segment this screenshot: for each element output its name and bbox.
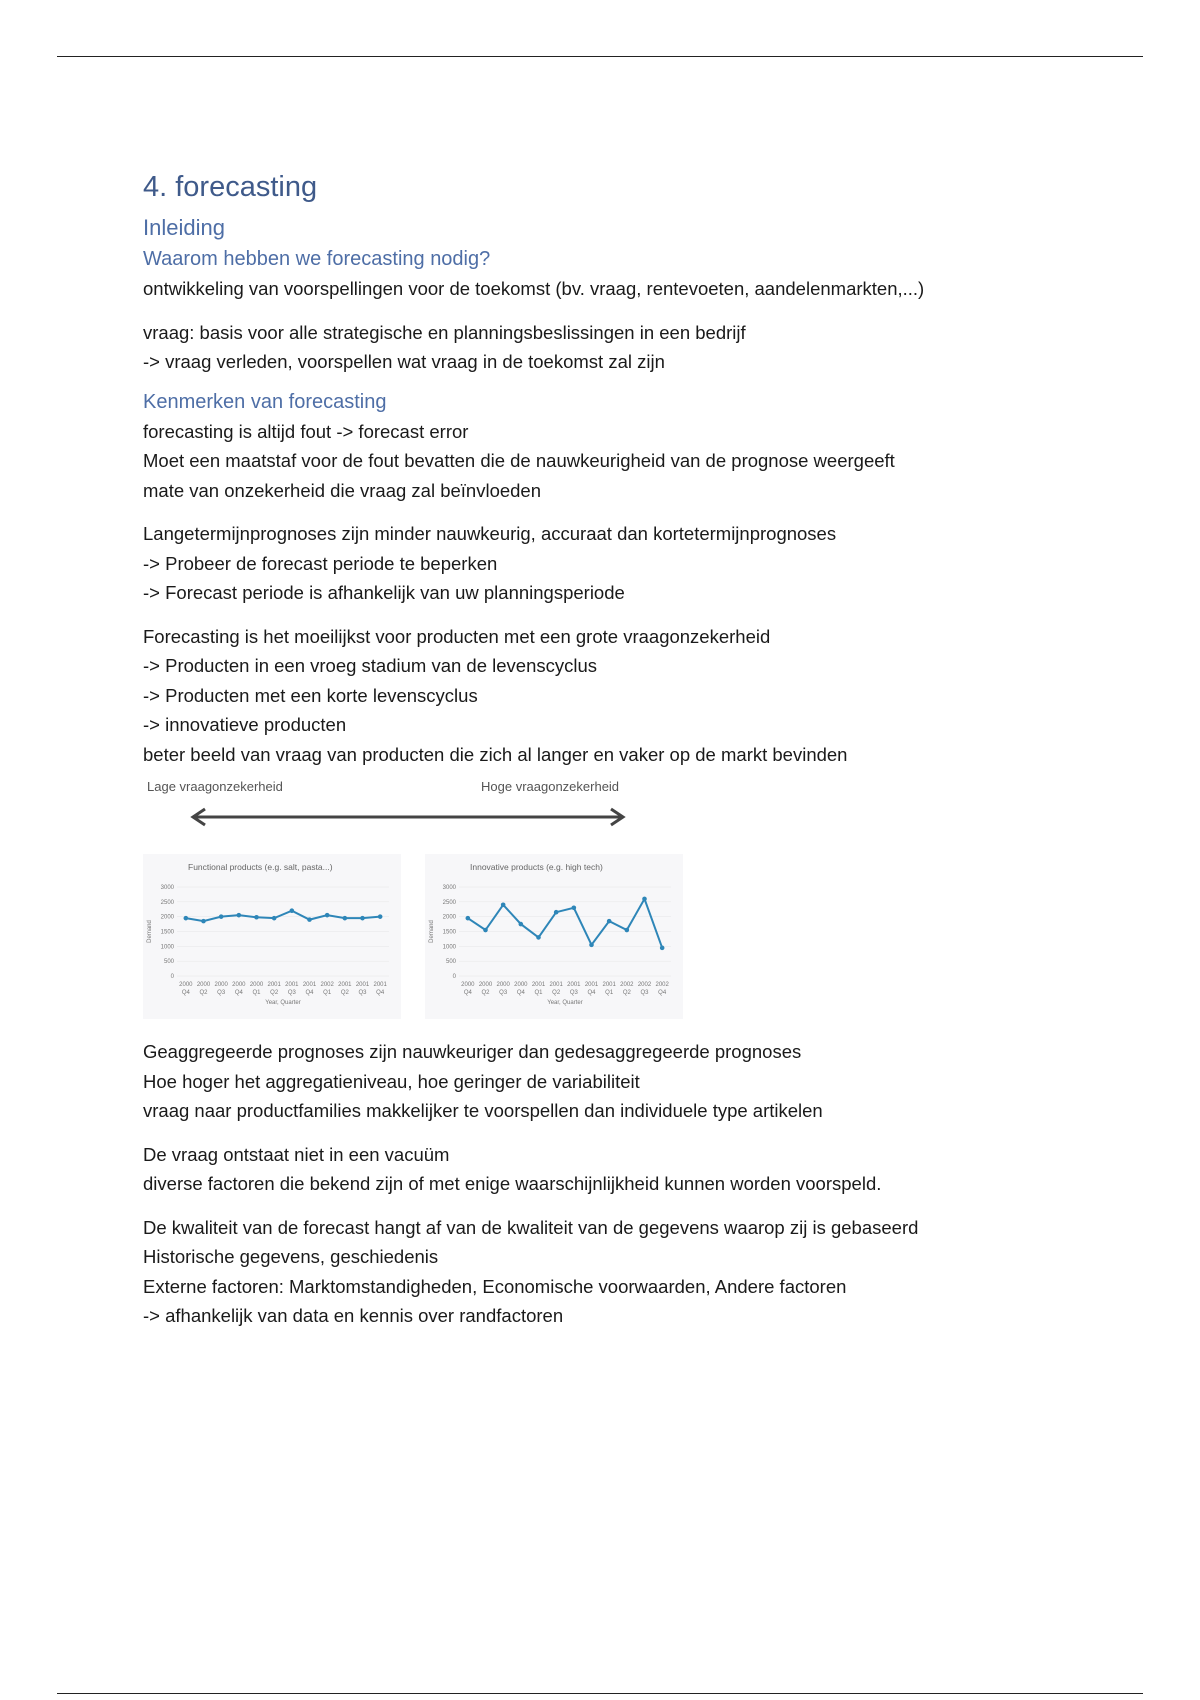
chart-title: Functional products (e.g. salt, pasta...) [188,862,333,872]
data-point [184,916,189,921]
x-tick-label: Q3 [499,990,508,996]
paragraph: -> afhankelijk van data en kennis over randfactoren [143,1305,564,1326]
data-point [589,943,594,948]
data-point [554,910,559,915]
data-point [343,916,348,921]
x-tick-label: Q2 [270,990,279,996]
y-tick-label: 2500 [160,899,174,906]
x-tick-label: Q1 [605,990,614,996]
x-tick-label: 2001 [602,982,616,988]
x-tick-label: Q2 [481,990,490,996]
page-content [143,168,1103,1331]
data-point [219,914,224,919]
x-tick-label: 2001 [338,982,352,988]
x-tick-label: Q4 [181,990,190,996]
x-tick-label: Q3 [640,990,649,996]
y-tick-label: 1000 [442,944,456,951]
data-point [254,915,259,920]
bottom-rule [57,1693,1143,1694]
data-point [625,928,630,933]
high-uncertainty-label: Hoge vraagonzekerheid [481,779,620,794]
subheading-why: Waarom hebben we forecasting nodig? [143,248,491,270]
paragraph: Hoe hoger het aggregatieniveau, hoe geringer de variabiliteit [143,1070,640,1092]
paragraph: -> Producten in een vroeg stadium van de levenscyclus [143,655,598,676]
y-tick-label: 3000 [442,885,456,891]
paragraph: Externe factoren: Marktomstandigheden, Economische voorwaarden, Andere factoren [143,1275,847,1297]
data-point [325,913,330,918]
x-tick-label: 2000 [496,982,510,988]
uncertainty-figure [143,779,683,1019]
x-axis-label: Year, Quarter [265,1000,301,1006]
x-tick-label: Q1 [252,990,261,996]
x-tick-label: 2001 [302,982,317,988]
y-tick-label: 1000 [160,944,174,951]
data-point [572,905,577,910]
section-heading: Inleiding [143,215,225,240]
paragraph: Forecasting is het moeilijkst voor producten met een grote vraagonzekerheid [143,625,771,647]
paragraph: -> Probeer de forecast periode te beperken [143,552,498,574]
data-point [272,916,277,921]
y-tick-label: 2500 [442,899,456,906]
y-tick-label: 2000 [160,914,174,921]
x-tick-label: Q4 [658,990,667,996]
y-tick-label: 2000 [442,914,456,921]
paragraph: -> Producten met een korte levenscyclus [143,684,478,706]
y-tick-label: 1500 [160,929,174,936]
x-tick-label: 2001 [285,982,299,988]
x-tick-label: 2000 [514,982,528,988]
subheading-characteristics: Kenmerken van forecasting [143,390,387,413]
x-tick-label: 2000 [478,982,493,988]
data-point [660,946,665,951]
x-tick-label: 2001 [373,982,387,988]
x-tick-label: 2000 [249,982,264,988]
paragraph: vraag: basis voor alle strategische en planningsbeslissingen in een bedrijf [143,321,746,343]
x-tick-label: Q1 [534,990,543,996]
x-tick-label: 2001 [355,982,370,988]
data-point [237,913,242,918]
paragraph: beter beeld van vraag van producten die zich al langer en vaker op de markt bevinden [143,743,848,765]
chapter-title: 4. forecasting [143,171,318,203]
data-point [642,897,647,902]
y-tick-label: 0 [170,974,174,980]
paragraph: -> vraag verleden, voorspellen wat vraag in de toekomst zal zijn [143,351,665,372]
paragraph: Historische gegevens, geschiedenis [143,1246,439,1267]
x-axis-label: Year, Quarter [547,1000,583,1006]
data-point [378,914,383,919]
x-tick-label: Q2 [552,990,561,996]
paragraph: De vraag ontstaat niet in een vacuüm [143,1143,450,1165]
x-tick-label: Q2 [622,990,631,996]
x-tick-label: 2001 [584,982,599,988]
y-axis-label: Demand [429,920,435,943]
x-tick-label: Q4 [376,990,385,996]
x-tick-label: 2002 [637,982,652,988]
x-tick-label: 2002 [655,982,669,988]
x-tick-label: 2000 [461,982,475,988]
y-tick-label: 500 [163,959,174,966]
data-point [519,922,524,927]
paragraph: Geaggregeerde prognoses zijn nauwkeuriger dan gedesaggregeerde prognoses [143,1041,802,1062]
chart-title: Innovative products (e.g. high tech) [470,862,603,872]
data-point [201,919,206,924]
paragraph: forecasting is altijd fout -> forecast error [143,420,469,442]
paragraph: ontwikkeling van voorspellingen voor de toekomst (bv. vraag, rentevoeten, aandelenmarkten,...) [143,278,925,299]
x-tick-label: 2000 [214,982,228,988]
data-point [536,935,541,940]
paragraph: Langetermijnprognoses zijn minder nauwkeurig, accuraat dan kortetermijnprognoses [143,523,837,544]
double-arrow [193,809,623,825]
paragraph: -> innovatieve producten [143,714,347,735]
x-tick-label: Q3 [287,990,296,996]
x-tick-label: 2001 [549,982,563,988]
data-point [360,916,365,921]
paragraph: mate van onzekerheid die vraag zal beïnvloeden [143,479,542,501]
x-tick-label: 2002 [620,982,634,988]
x-tick-label: Q1 [323,990,332,996]
x-tick-label: 2001 [267,982,281,988]
x-tick-label: Q3 [358,990,367,996]
data-point [607,919,612,924]
data-point [290,908,295,913]
x-tick-label: Q2 [340,990,349,996]
paragraph: Moet een maatstaf voor de fout bevatten die de nauwkeurigheid van de prognose weergeeft [143,450,895,471]
x-tick-label: Q4 [463,990,472,996]
y-tick-label: 500 [445,959,456,966]
x-tick-label: Q3 [569,990,578,996]
x-tick-label: 2000 [179,982,193,988]
x-tick-label: 2000 [232,982,246,988]
functional-products-chart [143,854,401,1019]
figure-svg [143,779,683,1019]
x-tick-label: 2002 [320,982,334,988]
x-tick-label: Q3 [217,990,226,996]
y-axis-label: Demand [147,920,153,943]
data-point [307,917,312,922]
x-tick-label: Q4 [587,990,596,996]
paragraph: vraag naar productfamilies makkelijker te voorspellen dan individuele type artikelen [143,1100,823,1121]
y-tick-label: 1500 [442,929,456,936]
x-tick-label: Q4 [305,990,314,996]
data-point [483,928,488,933]
x-tick-label: 2000 [196,982,211,988]
y-tick-label: 0 [452,974,456,980]
paragraph: diverse factoren die bekend zijn of met enige waarschijnlijkheid kunnen worden voorspeld. [143,1173,882,1194]
top-rule [57,56,1143,57]
data-point [501,903,506,908]
innovative-products-chart [425,854,683,1019]
data-point [466,916,471,921]
x-tick-label: Q4 [516,990,525,996]
x-tick-label: Q2 [199,990,208,996]
paragraph: De kwaliteit van de forecast hangt af van de kwaliteit van de gegevens waarop zij is gebaseerd [143,1216,919,1238]
x-tick-label: 2001 [567,982,581,988]
y-tick-label: 3000 [160,885,174,891]
low-uncertainty-label: Lage vraagonzekerheid [147,779,283,794]
x-tick-label: Q4 [234,990,243,996]
x-tick-label: 2001 [531,982,546,988]
paragraph: -> Forecast periode is afhankelijk van uw planningsperiode [143,582,625,603]
